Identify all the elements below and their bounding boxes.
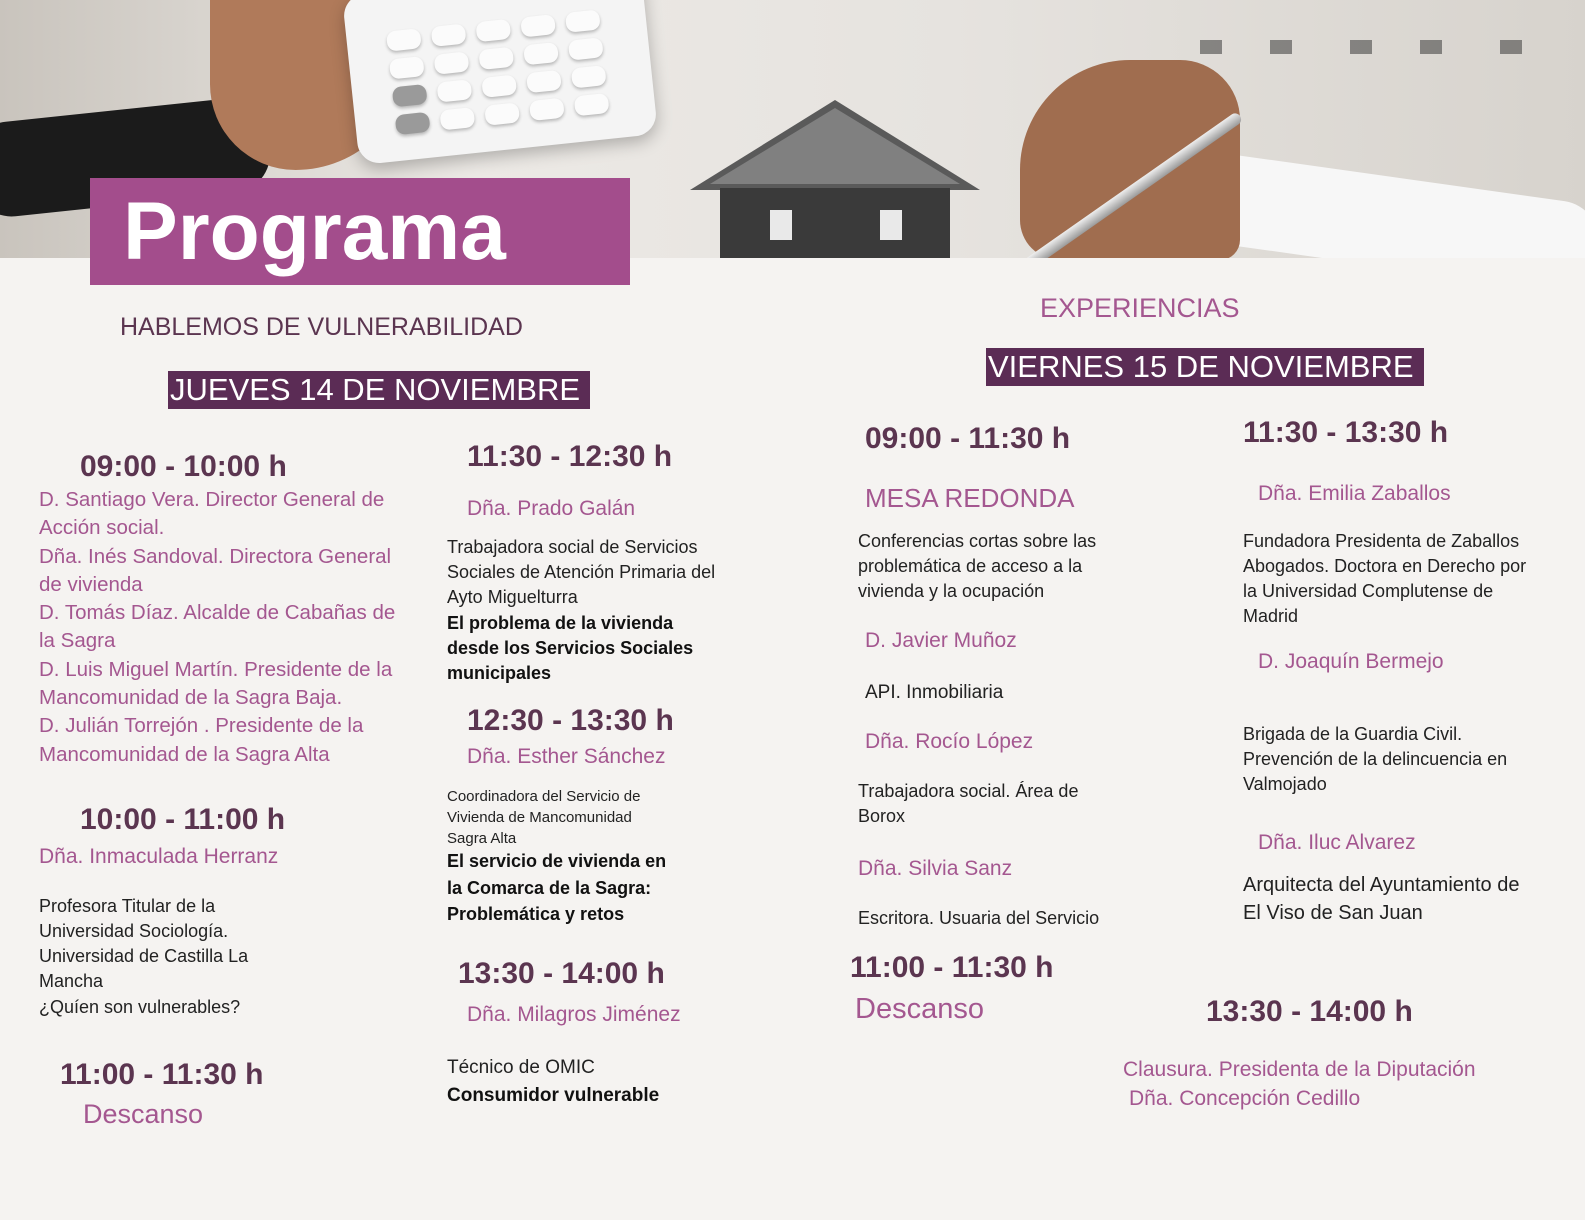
day1-slot1-speakers (39, 486, 414, 769)
day2-slot4-time: 13:30 - 14:00 h (1206, 995, 1413, 1028)
day2-break-label: Descanso (855, 993, 984, 1025)
day1-slot2-speaker: Dña. Inmaculada Herranz (39, 845, 279, 868)
day1-slot4-speaker: Dña. Prado Galán (467, 497, 636, 520)
day1-slot4-description: Trabajadora social de Servicios Sociales de Atención Primaria del Ayto Miguelturra (447, 537, 716, 607)
day1-break-label: Descanso (83, 1099, 204, 1129)
day1-slot5-topic: El servicio de vivienda en la Comarca de la Sagra: Problemática y retos (447, 851, 667, 925)
day2-speaker-rocio: Dña. Rocío López (865, 730, 1034, 753)
day2-speaker-emilia: Dña. Emilia Zaballos (1258, 482, 1451, 505)
speaker-line: Dña. Inés Sandoval. Directora General de vivienda (39, 544, 392, 596)
day1-slot4-time: 11:30 - 12:30 h (467, 440, 673, 473)
day1-slot3-time: 11:00 - 11:30 h (60, 1058, 264, 1091)
right-hand (1020, 60, 1240, 258)
day1-slot6-speaker: Dña. Milagros Jiménez (467, 1003, 681, 1026)
speaker-line: D. Santiago Vera. Director General de Acción social. (39, 488, 385, 540)
window-pane (1270, 40, 1292, 54)
day2-round-table-label: MESA REDONDA (865, 483, 1075, 513)
house-model-image (690, 100, 980, 258)
day1-slot4-topic: El problema de la vivienda desde los Servicios Sociales municipales (447, 613, 694, 683)
day1-slot6-time: 13:30 - 14:00 h (458, 957, 665, 990)
window-pane (1420, 40, 1442, 54)
day2-closing-name: Dña. Concepción Cedillo (1129, 1087, 1361, 1110)
window-pane (1350, 40, 1372, 54)
day2-slot2-time: 11:00 - 11:30 h (850, 951, 1054, 984)
day2-role-iluc: Arquitecta del Ayuntamiento de El Viso de San Juan (1243, 874, 1520, 924)
day1-slot2-description: Profesora Titular de la Universidad Sociología. Universidad de Castilla La Mancha (39, 896, 249, 991)
day2-closing-label: Clausura. Presidenta de la Diputación (1123, 1058, 1476, 1081)
window-pane (1200, 40, 1222, 54)
day1-date-badge: JUEVES 14 DE NOVIEMBRE (168, 371, 590, 409)
day2-speaker-joaquin: D. Joaquín Bermejo (1258, 650, 1444, 673)
window-pane (1500, 40, 1522, 54)
speaker-line: D. Luis Miguel Martín. Presidente de la Mancomunidad de la Sagra Baja. (39, 657, 393, 710)
day1-slot1-time: 09:00 - 10:00 h (80, 450, 287, 483)
calculator-image (342, 0, 658, 165)
day2-speaker-iluc: Dña. Iluc Alvarez (1258, 831, 1416, 854)
day2-section-title: EXPERIENCIAS (1040, 293, 1240, 323)
day2-speaker-javier: D. Javier Muñoz (865, 629, 1017, 652)
day2-role-joaquin: Brigada de la Guardia Civil. Prevención de la delincuencia en Valmojado (1243, 724, 1508, 794)
day2-slot1-description: Conferencias cortas sobre las problemática de acceso a la vivienda y la ocupación (858, 531, 1097, 601)
day2-role-javier: API. Inmobiliaria (865, 682, 1004, 703)
day2-speaker-silvia: Dña. Silvia Sanz (858, 857, 1013, 880)
day2-role-emilia: Fundadora Presidenta de Zaballos Abogados. Doctora en Derecho por la Universidad Complutense de Madrid (1243, 531, 1527, 626)
day1-slot2-topic: ¿Quíen son vulnerables? (39, 997, 241, 1017)
day1-section-title: HABLEMOS DE VULNERABILIDAD (120, 313, 523, 341)
day2-date-badge: VIERNES 15 DE NOVIEMBRE (986, 348, 1424, 386)
day1-slot6-topic: Consumidor vulnerable (447, 1085, 660, 1106)
speaker-line: D. Tomás Díaz. Alcalde de Cabañas de la Sagra (39, 601, 396, 653)
day2-role-rocio: Trabajadora social. Área de Borox (858, 781, 1079, 826)
day2-role-silvia: Escritora. Usuaria del Servicio (858, 908, 1100, 928)
day1-slot2-time: 10:00 - 11:00 h (80, 803, 286, 836)
day1-slot5-time: 12:30 - 13:30 h (467, 704, 674, 737)
page-title: Programa (90, 178, 630, 285)
speaker-line: D. Julián Torrejón . Presidente de la Mancomunidad de la Sagra Alta (39, 714, 364, 766)
day2-slot1-time: 09:00 - 11:30 h (865, 422, 1071, 455)
day1-slot5-speaker: Dña. Esther Sánchez (467, 745, 666, 768)
day1-slot5-description: Coordinadora del Servicio de Vivienda de Mancomunidad Sagra Alta (447, 788, 641, 847)
day2-slot3-time: 11:30 - 13:30 h (1243, 416, 1449, 449)
day1-slot6-description: Técnico de OMIC (447, 1057, 595, 1078)
